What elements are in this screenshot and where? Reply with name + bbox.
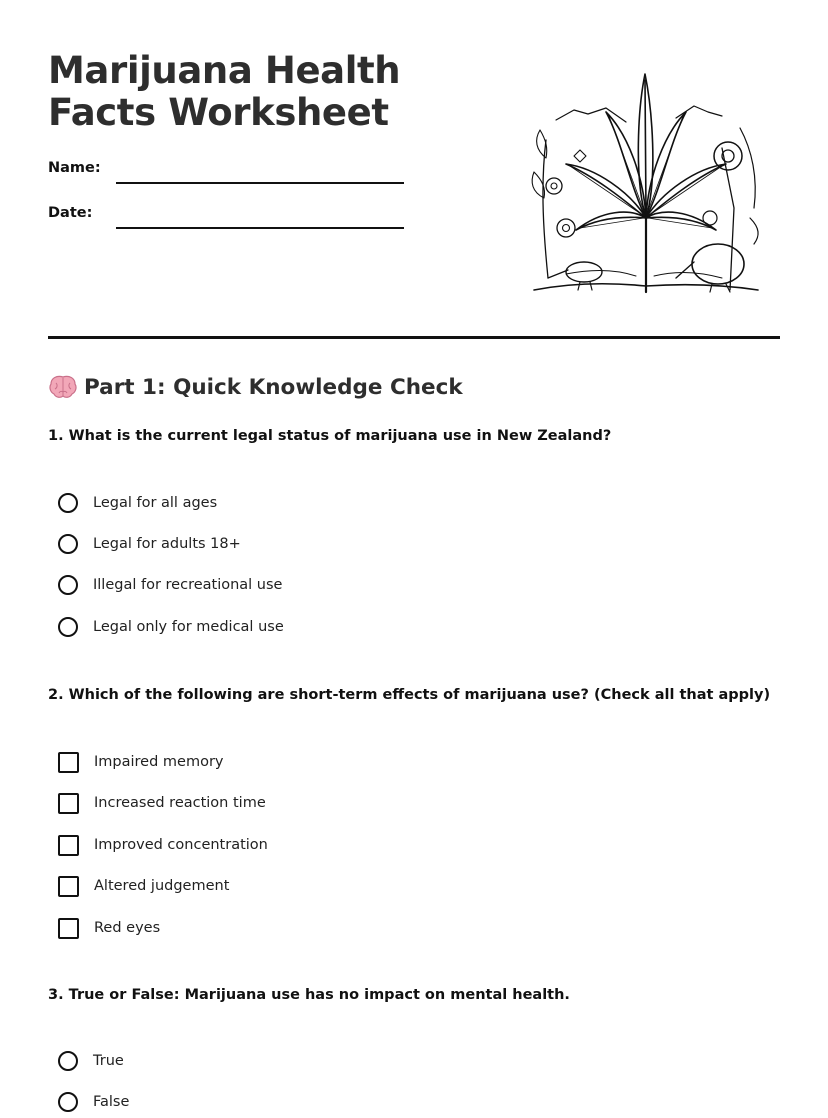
section-divider <box>48 336 780 339</box>
radio-button[interactable] <box>58 617 78 637</box>
section-title: Part 1: Quick Knowledge Check <box>84 374 463 400</box>
q1-option-4[interactable] <box>58 615 284 639</box>
option-label: Improved concentration <box>94 837 268 853</box>
q1-option-2[interactable] <box>58 532 241 556</box>
checkbox[interactable] <box>58 835 79 856</box>
option-label: Altered judgement <box>94 878 230 894</box>
option-label: True <box>93 1053 124 1069</box>
radio-button[interactable] <box>58 493 78 513</box>
date-label: Date: <box>48 205 93 221</box>
checkbox[interactable] <box>58 793 79 814</box>
name-field[interactable] <box>48 160 408 186</box>
q2-option-3[interactable] <box>58 833 268 857</box>
option-label: Legal only for medical use <box>93 619 284 635</box>
name-line[interactable] <box>116 182 404 184</box>
q2-option-2[interactable] <box>58 791 266 815</box>
name-label: Name: <box>48 160 101 176</box>
question-3: 3. True or False: Marijuana use has no impact on mental health. <box>48 987 570 1003</box>
radio-button[interactable] <box>58 575 78 595</box>
checkbox[interactable] <box>58 752 79 773</box>
radio-button[interactable] <box>58 1092 78 1112</box>
brain-icon <box>48 374 78 400</box>
option-label: Red eyes <box>94 920 161 936</box>
q3-option-1[interactable] <box>58 1049 124 1073</box>
checkbox[interactable] <box>58 876 79 897</box>
date-line[interactable] <box>116 227 404 229</box>
q2-option-4[interactable] <box>58 874 229 898</box>
q3-option-2[interactable] <box>58 1090 129 1114</box>
date-field[interactable] <box>48 205 408 231</box>
option-label: Increased reaction time <box>94 795 266 811</box>
cannabis-leaf-landscape-illustration <box>526 68 766 298</box>
q1-option-3[interactable] <box>58 573 282 597</box>
question-1: 1. What is the current legal status of marijuana use in New Zealand? <box>48 428 612 444</box>
q1-option-1[interactable] <box>58 491 217 515</box>
option-label: Impaired memory <box>94 754 224 770</box>
radio-button[interactable] <box>58 1051 78 1071</box>
q2-option-1[interactable] <box>58 750 223 774</box>
section-heading <box>48 374 463 400</box>
option-label: Legal for all ages <box>93 495 218 511</box>
q2-option-5[interactable] <box>58 916 160 940</box>
option-label: Illegal for recreational use <box>93 577 283 593</box>
question-2: 2. Which of the following are short-term effects of marijuana use? (Check all that apply) <box>48 687 771 703</box>
radio-button[interactable] <box>58 534 78 554</box>
worksheet-title: Marijuana Health Facts Worksheet <box>48 49 401 134</box>
checkbox[interactable] <box>58 918 79 939</box>
option-label: Legal for adults 18+ <box>93 536 241 552</box>
option-label: False <box>93 1094 130 1110</box>
